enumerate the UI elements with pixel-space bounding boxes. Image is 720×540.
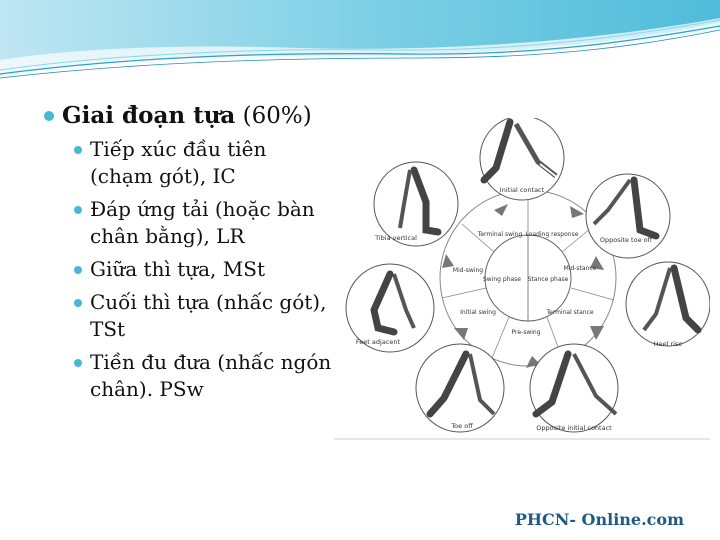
- main-bullet-bold: Giai đoạn tựa: [62, 102, 236, 129]
- sub-bullet: [44, 289, 334, 343]
- main-bullet-rest: (60%): [235, 103, 312, 129]
- sub-bullet-text: Tiền đu đưa (nhấc ngón chân). PSw: [90, 350, 332, 401]
- bullet-dot: [74, 206, 82, 214]
- figure-label: Heel rise: [653, 340, 683, 348]
- sub-bullet-text: Đáp ứng tải (hoặc bàn chân bằng), LR: [90, 197, 315, 248]
- bullet-dot: [74, 359, 82, 367]
- phase-label: Mid-stance: [563, 265, 597, 272]
- sub-bullet-text: Cuối thì tựa (nhấc gót), TSt: [90, 290, 327, 341]
- sub-bullet-text: Tiếp xúc đầu tiên (chạm gót), IC: [90, 137, 267, 188]
- bullet-dot: [44, 111, 54, 121]
- figure-label: Initial contact: [499, 186, 545, 194]
- sub-bullet: [44, 196, 334, 250]
- leg-figure-feet-adjacent: [346, 264, 434, 352]
- bullet-list: [44, 100, 334, 409]
- leg-figure-initial-contact: [480, 118, 564, 200]
- phase-label: Terminal stance: [546, 309, 594, 316]
- bullet-dot: [74, 299, 82, 307]
- bullet-dot: [74, 266, 82, 274]
- figure-label: Opposite initial contact: [536, 424, 612, 432]
- header-wave-decoration: [0, 0, 720, 90]
- leg-figure-opposite-toe-off: [586, 174, 670, 258]
- sub-bullet: [44, 349, 334, 403]
- main-bullet: [44, 100, 334, 132]
- leg-figure-toe-off: [416, 344, 504, 432]
- center-left-label: Swing phase: [482, 276, 522, 283]
- figure-label: Opposite toe off: [599, 236, 653, 244]
- leg-figure-tibia-vertical: [374, 162, 458, 246]
- footer-website: PHCN- Online.com: [514, 510, 684, 529]
- phase-label: Mid-swing: [452, 267, 484, 274]
- center-right-label: Stance phase: [527, 276, 569, 283]
- figure-label: Toe off: [451, 422, 473, 430]
- sub-bullet: [44, 256, 334, 283]
- sub-bullet-text: Giữa thì tựa, MSt: [90, 257, 265, 281]
- phase-label: Terminal swing: [477, 231, 523, 238]
- phase-label: Initial swing: [460, 309, 496, 316]
- figure-label: Tibia vertical: [375, 234, 417, 242]
- phase-label: Pre-swing: [511, 329, 541, 336]
- gait-cycle-diagram: [334, 118, 710, 440]
- phase-label: Loading response: [525, 231, 579, 238]
- figure-label: Feet adjacent: [355, 338, 401, 346]
- bullet-dot: [74, 146, 82, 154]
- sub-bullet: [44, 136, 334, 190]
- leg-figure-opposite-initial-contact: [530, 344, 618, 432]
